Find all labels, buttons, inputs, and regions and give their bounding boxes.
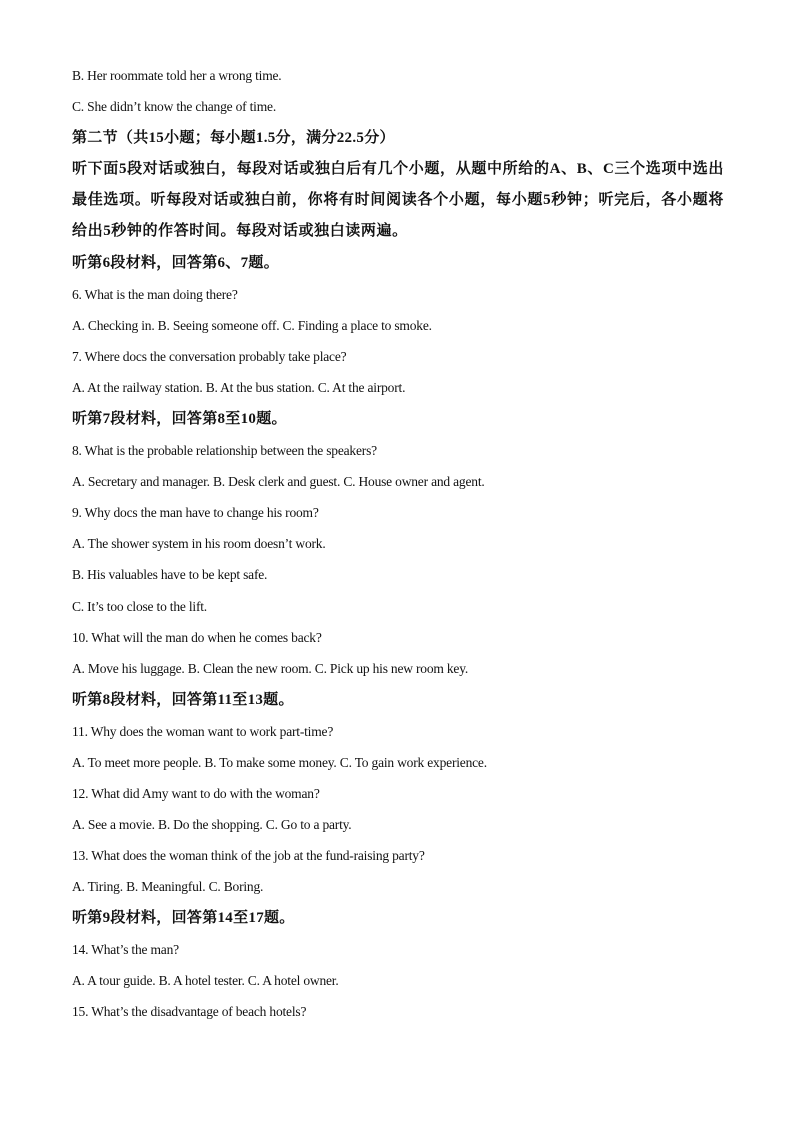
material-heading: 听第7段材料，回答第8至10题。: [72, 411, 287, 427]
question-line: 10. What will the man do when he comes back?: [72, 630, 322, 645]
question-line: 13. What does the woman think of the job at the fund-raising party?: [72, 848, 425, 863]
question-line: 12. What did Amy want to do with the woman?: [72, 786, 320, 801]
option-line: A. Secretary and manager. B. Desk clerk and guest. C. House owner and agent.: [72, 474, 485, 489]
option-line: A. A tour guide. B. A hotel tester. C. A hotel owner.: [72, 973, 339, 988]
option-line: B. Her roommate told her a wrong time.: [72, 68, 282, 83]
material-heading: 听第6段材料，回答第6、7题。: [72, 255, 280, 271]
question-line: 14. What’s the man?: [72, 942, 179, 957]
option-line: A. The shower system in his room doesn’t work.: [72, 536, 326, 551]
option-line: C. It’s too close to the lift.: [72, 599, 207, 614]
question-line: 11. Why does the woman want to work part-time?: [72, 724, 334, 739]
question-line: 6. What is the man doing there?: [72, 287, 238, 302]
question-line: 15. What’s the disadvantage of beach hotels?: [72, 1004, 307, 1019]
option-line: A. Checking in. B. Seeing someone off. C. Finding a place to smoke.: [72, 318, 432, 333]
material-heading: 听第8段材料，回答第11至13题。: [72, 692, 294, 708]
option-line: B. His valuables have to be kept safe.: [72, 567, 268, 582]
option-line: A. Move his luggage. B. Clean the new room. C. Pick up his new room key.: [72, 661, 469, 676]
question-line: 8. What is the probable relationship between the speakers?: [72, 443, 377, 458]
option-line: C. She didn’t know the change of time.: [72, 99, 276, 114]
instructions-paragraph: 听下面5段对话或独白，每段对话或独白后有几个小题，从题中所给的A、B、C三个选项中选出最佳选项。听每段对话或独白前，你将有时间阅读各个小题，每小题5秒钟；听完后，各小题将给出5秒钟的作答时间。每段对话或独白读两遍。: [72, 161, 724, 239]
material-heading: 听第9段材料，回答第14至17题。: [72, 910, 295, 926]
question-line: 9. Why docs the man have to change his room?: [72, 505, 319, 520]
option-line: A. See a movie. B. Do the shopping. C. Go to a party.: [72, 817, 352, 832]
question-line: 7. Where docs the conversation probably take place?: [72, 349, 347, 364]
option-line: A. To meet more people. B. To make some money. C. To gain work experience.: [72, 755, 487, 770]
section-title: 第二节（共15小题；每小题1.5分，满分22.5分）: [72, 130, 395, 146]
option-line: A. Tiring. B. Meaningful. C. Boring.: [72, 879, 264, 894]
option-line: A. At the railway station. B. At the bus station. C. At the airport.: [72, 380, 406, 395]
